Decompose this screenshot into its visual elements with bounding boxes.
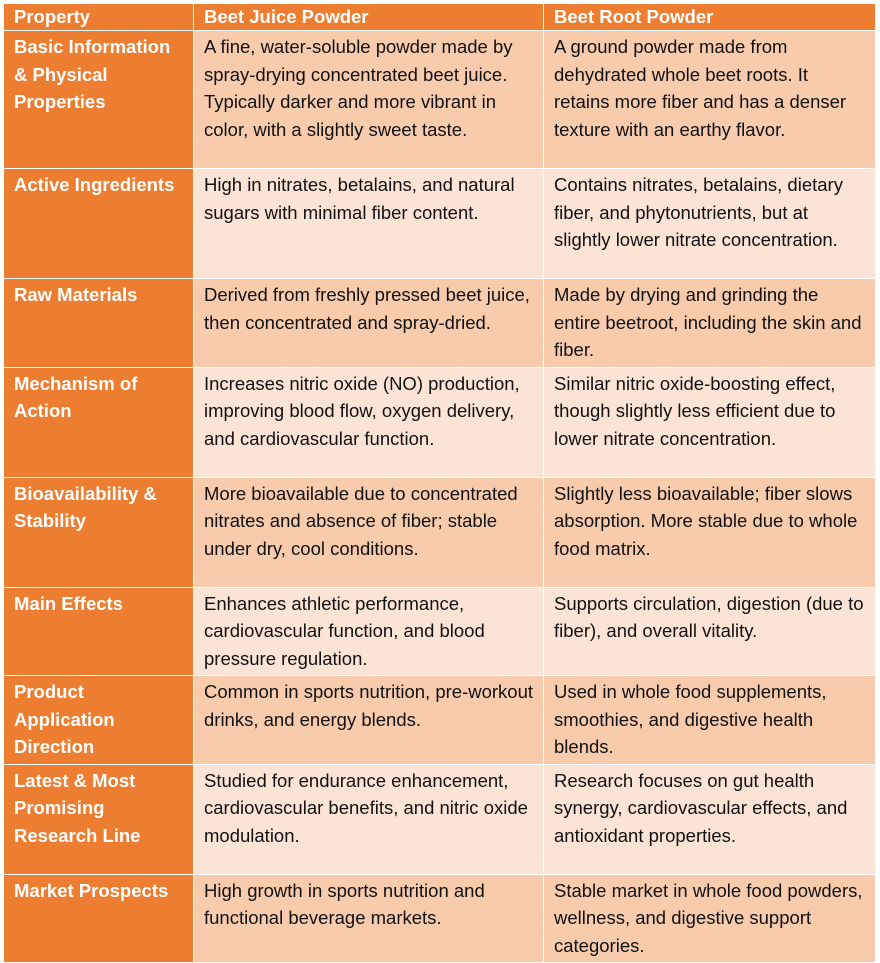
- cell-beet-juice: Common in sports nutrition, pre-workout drinks, and energy blends.: [194, 676, 544, 765]
- cell-beet-root: Supports circulation, digestion (due to fiber), and overall vitality.: [544, 587, 876, 676]
- table-row: [4, 367, 876, 477]
- row-label: Market Prospects: [4, 874, 194, 963]
- cell-beet-root: Made by drying and grinding the entire beetroot, including the skin and fiber.: [544, 279, 876, 368]
- row-label: Main Effects: [4, 587, 194, 676]
- cell-beet-root: Used in whole food supplements, smoothies, and digestive health blends.: [544, 676, 876, 765]
- cell-beet-juice: High in nitrates, betalains, and natural sugars with minimal fiber content.: [194, 169, 544, 279]
- table-row: [4, 169, 876, 279]
- cell-beet-juice: More bioavailable due to concentrated nitrates and absence of fiber; stable under dry, cool conditions.: [194, 477, 544, 587]
- cell-beet-root: A ground powder made from dehydrated whole beet roots. It retains more fiber and has a denser texture with an earthy flavor.: [544, 31, 876, 169]
- table-row: [4, 587, 876, 676]
- table-row: [4, 31, 876, 169]
- cell-beet-juice: A fine, water-soluble powder made by spray-drying concentrated beet juice. Typically darker and more vibrant in color, with a slightly sweet taste.: [194, 31, 544, 169]
- row-label: Mechanism of Action: [4, 367, 194, 477]
- cell-beet-juice: Increases nitric oxide (NO) production, improving blood flow, oxygen delivery, and cardiovascular function.: [194, 367, 544, 477]
- row-label: Active Ingredients: [4, 169, 194, 279]
- cell-beet-root: Slightly less bioavailable; fiber slows absorption. More stable due to whole food matrix.: [544, 477, 876, 587]
- cell-beet-juice: High growth in sports nutrition and functional beverage markets.: [194, 874, 544, 963]
- cell-beet-root: Stable market in whole food powders, wellness, and digestive support categories.: [544, 874, 876, 963]
- table-row: [4, 764, 876, 874]
- table-row: [4, 874, 876, 963]
- row-label: Latest & Most Promising Research Line: [4, 764, 194, 874]
- row-label: Product Application Direction: [4, 676, 194, 765]
- cell-beet-root: Research focuses on gut health synergy, cardiovascular effects, and antioxidant properties.: [544, 764, 876, 874]
- header-beet-root-powder: Beet Root Powder: [544, 4, 876, 31]
- table-row: [4, 676, 876, 765]
- header-property: Property: [4, 4, 194, 31]
- table-row: [4, 279, 876, 368]
- cell-beet-root: Similar nitric oxide-boosting effect, though slightly less efficient due to lower nitrate concentration.: [544, 367, 876, 477]
- cell-beet-juice: Studied for endurance enhancement, cardiovascular benefits, and nitric oxide modulation.: [194, 764, 544, 874]
- row-label: Basic Information & Physical Properties: [4, 31, 194, 169]
- row-label: Bioavailability & Stability: [4, 477, 194, 587]
- cell-beet-root: Contains nitrates, betalains, dietary fiber, and phytonutrients, but at slightly lower nitrate concentration.: [544, 169, 876, 279]
- cell-beet-juice: Enhances athletic performance, cardiovascular function, and blood pressure regulation.: [194, 587, 544, 676]
- header-beet-juice-powder: Beet Juice Powder: [194, 4, 544, 31]
- table-header-row: [4, 4, 876, 31]
- table-row: [4, 477, 876, 587]
- cell-beet-juice: Derived from freshly pressed beet juice, then concentrated and spray-dried.: [194, 279, 544, 368]
- comparison-table: [3, 3, 876, 963]
- row-label: Raw Materials: [4, 279, 194, 368]
